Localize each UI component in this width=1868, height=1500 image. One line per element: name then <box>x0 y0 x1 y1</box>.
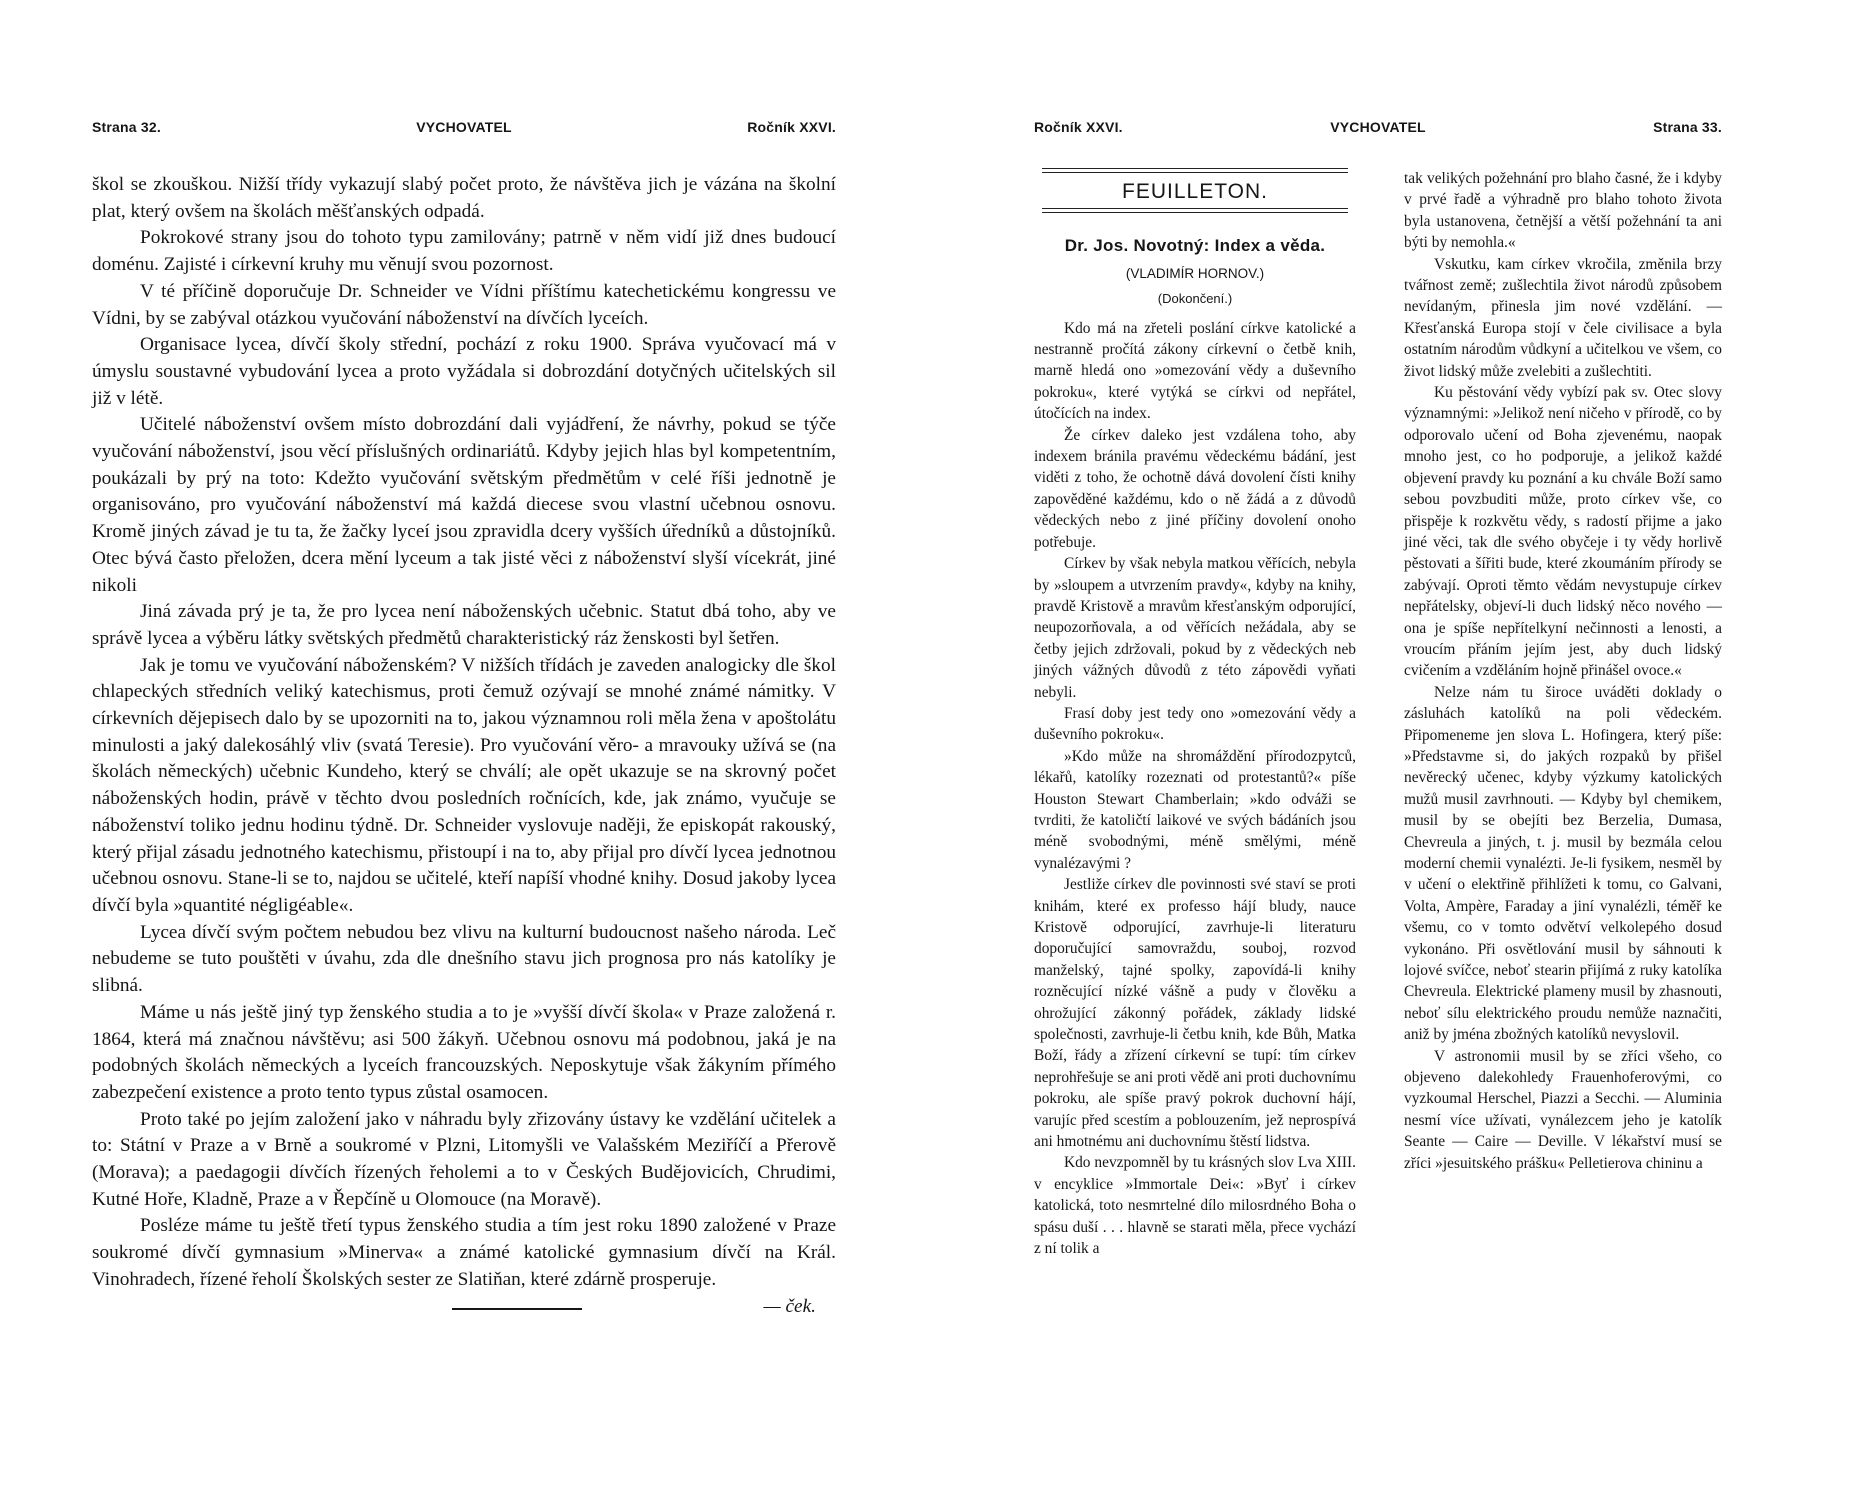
closing-rule <box>452 1308 582 1310</box>
feuilleton-heading-block <box>1034 168 1356 310</box>
paragraph: Organisace lycea, dívčí školy střední, pochází z roku 1900. Správa vyučovací má v úmyslu soustavné vybudování lycea a proto vyžádala si dobrozdání dotyčných učitelských sil již v létě. <box>92 334 836 409</box>
paragraph: Frasí doby jest tedy ono »omezování vědy a duševního pokroku«. <box>1034 704 1356 744</box>
paragraph: V astronomii musil by se zříci všeho, co objeveno dalekohledy Frauenhoferovými, co vyzkoumal Herschel, Piazzi a Secchi. — Aluminia nesmí více užívati, vynálezcem jeho je katolík Seante — Caire — Deville. V lékařství musí se zříci »jesuitského prášku« Pelletierova chininu a <box>1404 1047 1722 1172</box>
author-signature: — ček. <box>763 1295 816 1317</box>
paragraph: Máme u nás ještě jiný typ ženského studia a to je »vyšší dívčí škola« v Praze založená r. 1864, která má značnou návštěvu; asi 500 žákyň. Učebnou osnovu má podobnou, jaká je na podobných školách německých a lyceích francouzských. Neposkytuje však žákyním přímého zabezpečení existence a proto tento typus zůstal osamocen. <box>92 1001 836 1103</box>
paragraph: V té příčině doporučuje Dr. Schneider ve Vídni příštímu katechetickému kongressu ve Vídni, by se zabýval otázkou vyučování náboženství na dívčích lyceích. <box>92 280 836 329</box>
volume-number: Ročník XXVI. <box>747 119 836 135</box>
paragraph: Jak je tomu ve vyučování náboženském? V nižších třídách je zaveden analogicky dle škol chlapeckých středních veliký katechismus, proti čemuž ozývají se mnohé známé námitky. V církevních dějepisech dalo by se upozorniti na to, jakou významnou roli měla žena v apoštolátu minulosti a jaký dalekosáhlý vliv (svatá Teresie). Pro vyučování věro- a mravouky užívá se (na školách německých) učebnic Kundeho, který se chválí; ale opět ukazuje se na skrovný počet náboženských hodin, právě v těchto dvou posledních ročnících, kde, jak známo, vyučuje se náboženství toliko jednu hodinu týdně. Dr. Schneider vyslovuje naději, že episkopát rakouský, který přijal zásadu jednotného katechismu, přistoupí i na to, aby přijal pro dívčí lycea jednotnou učebnou osnovu. Stane-li se to, najdou se učitelé, kteří napíší vhodné knihy. Dosud jakoby lycea dívčí byla »quantité négligéable«. <box>92 654 836 916</box>
paragraph: Kdo má na zřeteli poslání církve katolické a nestranně pročítá zákony církevní o četbě knih, marně hledá ono »omezování vědy a duševního pokroku«, které vytýká se církvi od nepřátel, útočících na index. <box>1034 319 1356 423</box>
paragraph: Proto také po jejím založení jako v náhradu byly zřizovány ústavy ke vzdělání učitelek a to: Státní v Praze a v Brně a soukromé v Plzni, Litomyšli ve Valašském Meziříčí a Přerově (Morava); a paedagogii dívčích řízených řeholemi a to v Českých Budějovicích, Chrudimi, Kutné Hoře, Kladně, Praze a v Řepčíně u Olomouce (na Moravě). <box>92 1108 836 1210</box>
paragraph: Jestliže církev dle povinnosti své staví se proti knihám, které ex professo hájí bludy, nauce Kristově odporující, zavrhuje-li literaturu doporučující samovraždu, souboj, rozvod manželský, tajné spolky, zapovídá-li knihy rozněcující nízké vášně a pudy v člověku a ohrožující zákonný pořádek, základy lidské společnosti, zavrhuje-li četbu knih, kde Bůh, Matka Boží, řády a zřízení církevní se tupí: tím církev neprohřešuje se ani proti vědě ani proti duchovnímu pokroku, ale spíše pravý pokrok duchovní hájí, varujíc před scestím a poblouzením, jež neprospívá ani hmotnému ani duchovnímu štěstí lidstva. <box>1034 876 1356 1151</box>
left-page-body <box>92 172 836 1317</box>
right-page <box>934 0 1868 1500</box>
right-page-column-left <box>1034 168 1356 1260</box>
right-page-column-right <box>1404 168 1722 1174</box>
right-page-header <box>1034 119 1722 143</box>
section-rule-bottom <box>1042 208 1348 213</box>
paragraph: Ku pěstování vědy vybízí pak sv. Otec slovy významnými: »Jelikož není ničeho v přírodě, co by odporovalo učení od Boha zjevenému, naopak mnoho jest, co ho podporuje, a jelikož každé objevení pravdy ku poznání a ku chvále Boží samo sebou povzbuditi může, proto církev vše, co přispěje k rozkvětu vědy, s radostí přijme a jako jiné věci, tak dle svého obyčeje i ty vědy horlivě pěstovati a šířiti bude, které zkoumáním přírody se zabývají. Oproti těmto vědám nevystupuje církev nepřátelsky, objeví-li duch lidský něco nového — ona je spíše nepřítelkyní nečinnosti a lenosti, a vroucím přáním jejím jest, aby duch lidský cvičením a vzděláním hojně přinášel ovoce.« <box>1404 384 1722 680</box>
volume-number: Ročník XXVI. <box>1034 119 1123 135</box>
section-title: FEUILLETON. <box>1122 180 1268 203</box>
paragraph: »Kdo může na shromáždění přírodozpytců, lékařů, katolíky rozeznati od protestantů?« píše Houston Stewart Chamberlain; »kdo odváži se tvrditi, že katoličtí laikové ve svých bádáních jsou méně svobodnými, méně smělými, méně vynalézavými ? <box>1034 747 1356 872</box>
paragraph: Jiná závada prý je ta, že pro lycea není náboženských učebnic. Statut dbá toho, aby ve správě lycea a výběru látky světských předmětů charakteristický ráz ženskosti byl šetřen. <box>92 601 836 649</box>
paragraph: Lycea dívčí svým počtem nebudou bez vlivu na kulturní budoucnost našeho národa. Leč nebudeme se tuto pouštěti v úvahu, zda dle dnešního stavu jich prognosa pro nás katolíky je slibná. <box>92 921 836 997</box>
page-number: Strana 32. <box>92 119 161 135</box>
page-number: Strana 33. <box>1653 119 1722 135</box>
paragraph: Církev by však nebyla matkou věřících, nebyla by »sloupem a utvrzením pravdy«, kdyby na knihy, pravdě Kristově a mravům křesťanským odporující, neupozorňovala, a od věřících nežádala, aby se četby jejich zdržovali, pokud by z vědeckých neb jiných vážných důvodů z této zápovědi vyňati nebyli. <box>1034 555 1356 701</box>
journal-title: VYCHOVATEL <box>1330 119 1426 135</box>
paragraph: škol se zkouškou. Nižší třídy vykazují slabý počet proto, že návštěva jich je vázána na školní plat, který ovšem na školách měšťanských odpadá. <box>92 174 836 222</box>
paragraph: Pokrokové strany jsou do tohoto typu zamilovány; patrně v něm vidí již dnes budoucí doménu. Zajisté i církevní kruhy mu věnují svou pozornost. <box>92 227 836 276</box>
paragraph: tak velikých požehnání pro blaho časné, že i kdyby v prvé řadě a výhradně pro blaho tohoto života byla ustanovena, četnější a větší požehnání ta ani býti by nemohla.« <box>1404 170 1722 252</box>
paragraph: Vskutku, kam církev vkročila, změnila brzy tvářnost země; zušlechtila život národů způsobem nevídaným, přinesla jim nové vzdělání. — Křesťanská Europa stojí v čele civilisace a byla ostatním národům vůdkyní a učitelkou ve všem, co život lidský může zvelebiti a zušlechtiti. <box>1404 255 1722 380</box>
left-page-header <box>92 119 836 143</box>
article-author: (VLADIMÍR HORNOV.) <box>1125 265 1265 281</box>
journal-title: VYCHOVATEL <box>416 119 512 135</box>
article-title: Dr. Jos. Novotný: Index a věda. <box>1064 236 1326 256</box>
paragraph: Že církev daleko jest vzdálena toho, aby indexem bránila pravému vědeckému bádání, jest viděti z toho, že ochotně dává dovolení čísti knihy zapověděné každému, kdo o ně žádá a z důvodů vědeckých nebo z jiné příčiny dovolení onoho potřebuje. <box>1034 426 1356 551</box>
article-note: (Dokončení.) <box>1157 291 1233 307</box>
paragraph: Posléze máme tu ještě třetí typus ženského studia a tím jest roku 1890 založené v Praze soukromé dívčí gymnasium »Minerva« a známé katolické gymnasium dívčí na Král. Vinohradech, řízené řeholí Školských sester ze Slatiňan, které zdárně prosperuje. <box>92 1215 836 1290</box>
paragraph: Učitelé náboženství ovšem místo dobrozdání dali vyjádření, že návrhy, pokud se týče vyučování náboženství, jsou věcí příslušných ordinariátů. Kdyby jejich hlas byl kompetentním, poukázali by prý na toto: Kdežto vyučování světským předmětům v celé říši jednotně je organisováno, pro vyučování náboženství má každá diecese svou vlastní učebnou osnovu. Kromě jiných závad je tu ta, že žačky lyceí jsou zpravidla dcery vyšších úředníků a důstojníků. Otec bývá často přeložen, dcera mění lyceum a tak jisté věci z náboženství slyší vícekrát, jiné nikoli <box>92 414 836 596</box>
paragraph: Kdo nevzpomněl by tu krásných slov Lva XIII. v encyklice »Immortale Dei«: »Byť i církev katolická, toto nesmrtelné dílo milosrdného Boha o spásu duší . . . hlavně se starati měla, přece vychází z ní tolik a <box>1034 1154 1356 1258</box>
paragraph: Nelze nám tu široce uváděti doklady o zásluhách katolíků na poli vědeckém. Připomeneme jen slova L. Hofingera, který píše: »Představme si, do jakých rozpaků by přišel nevěrecký učenec, kdyby výzkumy katolických mužů musil zavrhnouti. — Kdyby byl chemikem, musil by se obejíti bez Berzelia, Dumasa, Chevreula a jiných, t. j. musil by bezmála celou moderní chemii vynalézti. Je-li fysikem, nesměl by v učení o elektřině přihlížeti k tomu, co Galvani, Volta, Ampère, Faraday a jiní vynalézli, téměř ke všemu, co v tomto odvětví velkolepého dosud vykonáno. Při osvětlování musil by sáhnouti k lojové svíčce, neboť stearin přijímá z ruky katolíka Chevreula. Elektrické plameny musil by zhasnouti, neboť sílu elektrického proudu nemůže naznačiti, aniž by jména zbožných katolíků nevyslovil. <box>1404 683 1722 1044</box>
